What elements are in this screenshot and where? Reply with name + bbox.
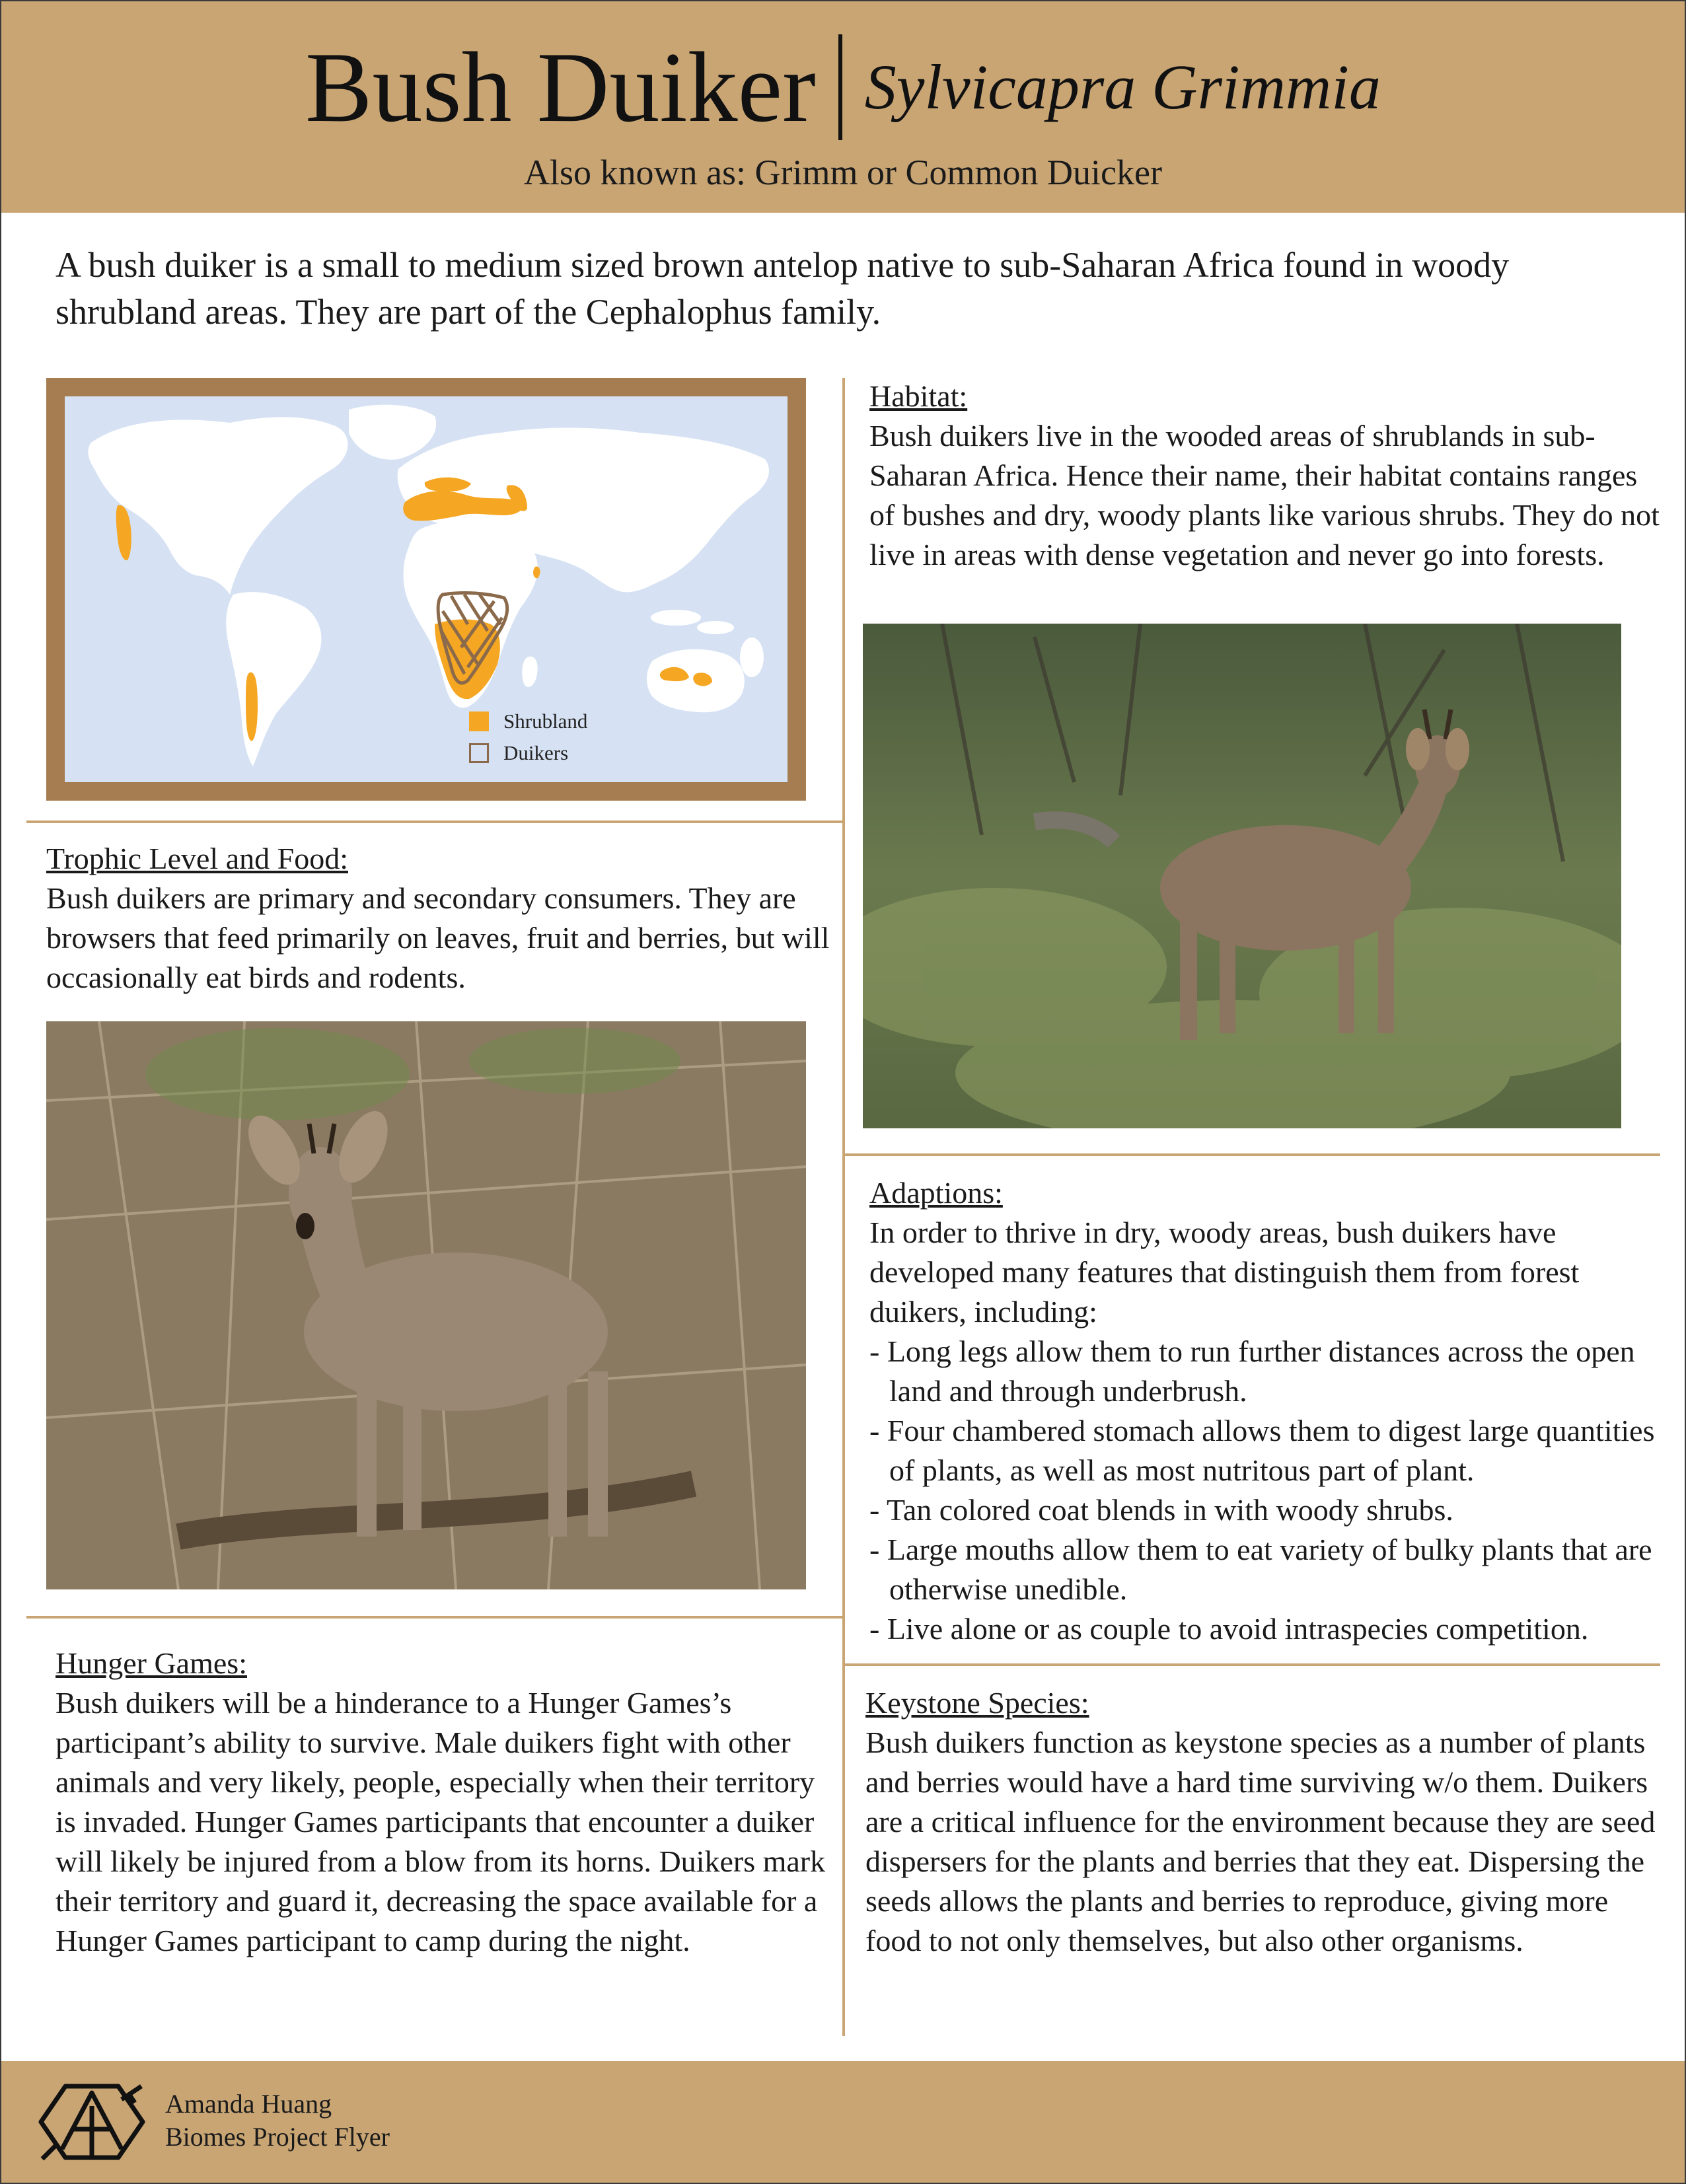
list-item: - Long legs allow them to run further distances across the open land and through underbrush. — [869, 1332, 1669, 1411]
trophic-text: Bush duikers are primary and secondary consumers. They are browsers that feed primarily on leaves, fruit and berries, but will occasionally eat birds and rodents. — [46, 881, 830, 994]
aka-subtitle: Also known as: Grimm or Common Duicker — [524, 153, 1162, 192]
legend-item-shrubland — [469, 706, 587, 737]
world-map-graphic — [65, 396, 788, 782]
habitat-text: Bush duikers live in the wooded areas of shrublands in sub-Saharan Africa. Hence their name, their habitat contains ranges of bushes and dry, woody plants like various shrubs. They do not live in areas with dense vegetation and never go into forests. — [869, 419, 1660, 571]
header-banner — [1, 1, 1685, 213]
hunger-games-heading: Hunger Games: — [55, 1646, 247, 1680]
list-item: - Live alone or as couple to avoid intraspecies competition. — [869, 1609, 1669, 1649]
keystone-section — [865, 1683, 1658, 1961]
title-separator — [838, 34, 842, 140]
trophic-heading: Trophic Level and Food: — [46, 842, 348, 875]
list-item: - Tan colored coat blends in with woody shrubs. — [869, 1490, 1669, 1530]
page-title: Bush Duiker — [305, 32, 816, 143]
hunger-games-section — [55, 1644, 832, 1961]
divider-right-2 — [844, 1663, 1660, 1666]
legend-label: Shrubland — [503, 710, 588, 733]
author-logo-icon — [36, 2080, 148, 2164]
keystone-text: Bush duikers function as keystone species as a number of plants and berries would have a hard time surviving w/o them. Duikers are a critical influence for the environment because they are seed dispersers for the plants and berries that they eat. Dispersing the seeds allows the plants and berries to reproduce, giving more food to not only themselves, but also other organisms. — [865, 1726, 1656, 1957]
keystone-heading: Keystone Species: — [865, 1686, 1089, 1720]
intro-paragraph: A bush duiker is a small to medium sized brown antelop native to sub-Saharan Africa found in woody shrubland areas. They are part of the Cephalophus family. — [55, 245, 1510, 332]
map-legend — [469, 706, 587, 769]
world-map — [46, 378, 806, 801]
vertical-divider — [842, 378, 845, 2036]
list-item: - Large mouths allow them to eat variety of bulky plants that are otherwise unedible. — [869, 1530, 1669, 1609]
project-name: Biomes Project Flyer — [165, 2122, 390, 2152]
divider-left-1 — [26, 820, 844, 823]
shrubland-swatch-icon — [469, 711, 489, 731]
legend-item-duikers — [469, 737, 587, 769]
scientific-name: Sylvicapra Grimmia — [864, 52, 1381, 122]
footer-credit — [165, 2088, 390, 2154]
footer-banner — [1, 2061, 1685, 2183]
trophic-section — [46, 839, 832, 998]
author-name: Amanda Huang — [165, 2089, 332, 2119]
adaptions-section — [869, 1173, 1669, 1649]
adaptions-text: In order to thrive in dry, woody areas, bush duikers have developed many features that distinguish them from forest duikers, including: — [869, 1216, 1580, 1329]
habitat-heading: Habitat: — [869, 379, 968, 413]
divider-right-1 — [844, 1153, 1660, 1156]
adaptions-list — [869, 1332, 1669, 1649]
duikers-swatch-icon — [469, 743, 489, 763]
title-row — [1, 28, 1685, 147]
adaptions-heading: Adaptions: — [869, 1176, 1003, 1210]
hunger-games-text: Bush duikers will be a hinderance to a Hunger Games’s participant’s ability to survive. Male duikers fight with other animals and very likely, people, especially when their territory is invaded. Hunger Games participants that encounter a duiker will likely be injured from a blow from its horns. Duikers mark their territory and guard it, decreasing the space available for a Hunger Games participant to camp during the night. — [55, 1686, 826, 1957]
divider-left-2 — [26, 1616, 844, 1619]
duiker-photo-grassland — [863, 624, 1621, 1128]
habitat-section — [869, 377, 1662, 575]
list-item: - Four chambered stomach allows them to digest large quantities of plants, as well as most nutritous part of plant. — [869, 1411, 1669, 1490]
legend-label: Duikers — [503, 741, 569, 764]
duiker-photo-brush — [46, 1021, 806, 1589]
